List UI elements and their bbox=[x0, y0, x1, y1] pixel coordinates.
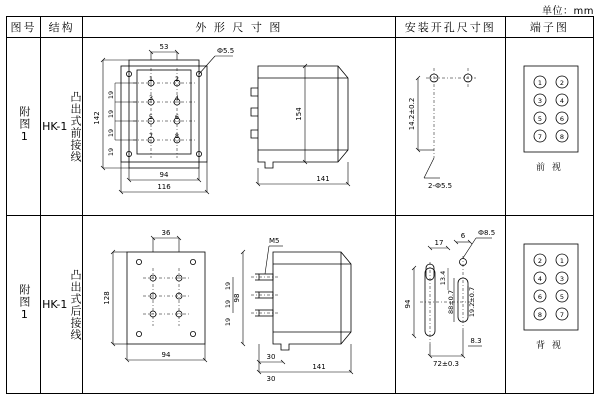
dim-side-154: 154 bbox=[295, 107, 304, 121]
dim-bottom-94: 94 bbox=[159, 171, 169, 179]
dim-141-r2: 141 bbox=[312, 363, 326, 371]
header-col-term: 端子图 bbox=[505, 17, 593, 38]
row1-view-label: 前 视 bbox=[535, 163, 563, 173]
dim-bottom-94-r2: 94 bbox=[161, 351, 171, 359]
dim-88: 88±0.7 bbox=[446, 289, 455, 315]
terminal-label-7: 7 bbox=[537, 133, 542, 141]
header-col-outline: 外 形 尺 寸 图 bbox=[83, 17, 396, 38]
terminal-label-2: 2 bbox=[537, 257, 542, 265]
row2-structure-text: 凸出式后接线 bbox=[69, 268, 83, 341]
table-row bbox=[7, 216, 594, 394]
terminal-label-8: 8 bbox=[559, 133, 564, 141]
dim-192: 19.2±0.7 bbox=[467, 286, 476, 318]
row2-figure-number bbox=[7, 216, 41, 394]
row2-structure bbox=[41, 216, 83, 394]
header-col-num: 图号 bbox=[7, 17, 41, 38]
dim-94-mount: 94 bbox=[403, 299, 412, 309]
row1-model-label: HK-1 bbox=[42, 120, 68, 133]
dim-bottom-116: 116 bbox=[157, 183, 171, 191]
row1-terminal-diagram bbox=[505, 38, 593, 216]
dim-19-g: 19 bbox=[224, 317, 233, 327]
table-header-row bbox=[7, 17, 594, 38]
row1-structure bbox=[41, 38, 83, 216]
dim-top-53: 53 bbox=[159, 43, 169, 51]
dim-left-142: 142 bbox=[93, 111, 102, 125]
row2-terminal-diagram bbox=[505, 216, 593, 394]
pin-label-8: 8 bbox=[175, 132, 180, 140]
dim-mount-hole: 2-Ф5.5 bbox=[427, 182, 452, 190]
terminal-label-4: 4 bbox=[559, 97, 564, 105]
row1-structure-text: 凸出式前接线 bbox=[69, 90, 83, 163]
row1-mount-svg bbox=[396, 38, 506, 214]
row2-model-label: HK-1 bbox=[42, 298, 68, 311]
dim-83: 8.3 bbox=[470, 337, 482, 345]
dim-6: 6 bbox=[460, 232, 465, 240]
terminal-label-6: 6 bbox=[559, 115, 564, 123]
dim-17: 17 bbox=[434, 239, 444, 247]
terminal-label-4: 4 bbox=[537, 275, 542, 283]
header-col-mount: 安装开孔尺寸图 bbox=[395, 17, 505, 38]
unit-note: 单位：mm bbox=[542, 6, 594, 17]
header-col-struct: 结构 bbox=[41, 17, 83, 38]
dim-side-98: 98 bbox=[233, 293, 242, 303]
dim-19-e: 19 bbox=[224, 281, 233, 291]
dim-top-36: 36 bbox=[161, 229, 171, 237]
row2-view-label: 背 视 bbox=[535, 341, 563, 351]
dim-72: 72±0.3 bbox=[432, 360, 459, 368]
row2-figure-number-text: 附图1 bbox=[17, 284, 31, 322]
pin-label-5: 5 bbox=[149, 113, 154, 121]
pin-label-3: 3 bbox=[149, 94, 154, 102]
row1-outline-svg bbox=[83, 38, 395, 214]
row2-terminal-svg bbox=[506, 216, 594, 392]
dim-thread-m5: M5 bbox=[269, 237, 280, 245]
terminal-label-3: 3 bbox=[537, 97, 542, 105]
terminal-label-8: 8 bbox=[537, 311, 542, 319]
row1-figure-number bbox=[7, 38, 41, 216]
dimension-table bbox=[6, 16, 594, 394]
dim-19-a: 19 bbox=[107, 90, 116, 100]
dim-19-c: 19 bbox=[107, 128, 116, 138]
pin-label-2: 2 bbox=[175, 75, 180, 83]
row2-outline-svg bbox=[83, 216, 395, 392]
row1-figure-number-text: 附图1 bbox=[17, 106, 31, 144]
pin-label-6: 6 bbox=[175, 113, 180, 121]
dim-19-d: 19 bbox=[107, 147, 116, 157]
dim-30-b: 30 bbox=[266, 375, 276, 383]
row1-terminal-svg bbox=[506, 38, 594, 214]
terminal-label-2: 2 bbox=[559, 79, 564, 87]
table-row bbox=[7, 38, 594, 216]
dim-hole-dia: Ф5.5 bbox=[217, 47, 235, 55]
dim-134: 13.4 bbox=[438, 270, 447, 286]
dim-30-a: 30 bbox=[266, 353, 276, 361]
dim-19-f: 19 bbox=[224, 299, 233, 309]
dim-19-b: 19 bbox=[107, 109, 116, 119]
pin-label-4: 4 bbox=[175, 94, 180, 102]
pin-label-1: 1 bbox=[149, 75, 154, 83]
terminal-label-3: 3 bbox=[559, 275, 564, 283]
terminal-label-1: 1 bbox=[537, 79, 542, 87]
terminal-label-5: 5 bbox=[559, 293, 564, 301]
pin-label-7: 7 bbox=[149, 132, 154, 140]
terminal-label-6: 6 bbox=[537, 293, 542, 301]
dim-hole-85: Ф8.5 bbox=[477, 229, 495, 237]
row1-outline-drawing bbox=[83, 38, 396, 216]
dim-left-128: 128 bbox=[103, 291, 112, 305]
row2-outline-drawing bbox=[83, 216, 396, 394]
row2-mount-svg bbox=[396, 216, 506, 392]
terminal-label-1: 1 bbox=[559, 257, 564, 265]
dim-side-141: 141 bbox=[316, 175, 330, 183]
terminal-label-7: 7 bbox=[559, 311, 564, 319]
row2-mount-drawing bbox=[395, 216, 505, 394]
dim-mount-142: 14.2±0.2 bbox=[407, 97, 416, 131]
row1-mount-drawing bbox=[395, 38, 505, 216]
terminal-label-5: 5 bbox=[537, 115, 542, 123]
